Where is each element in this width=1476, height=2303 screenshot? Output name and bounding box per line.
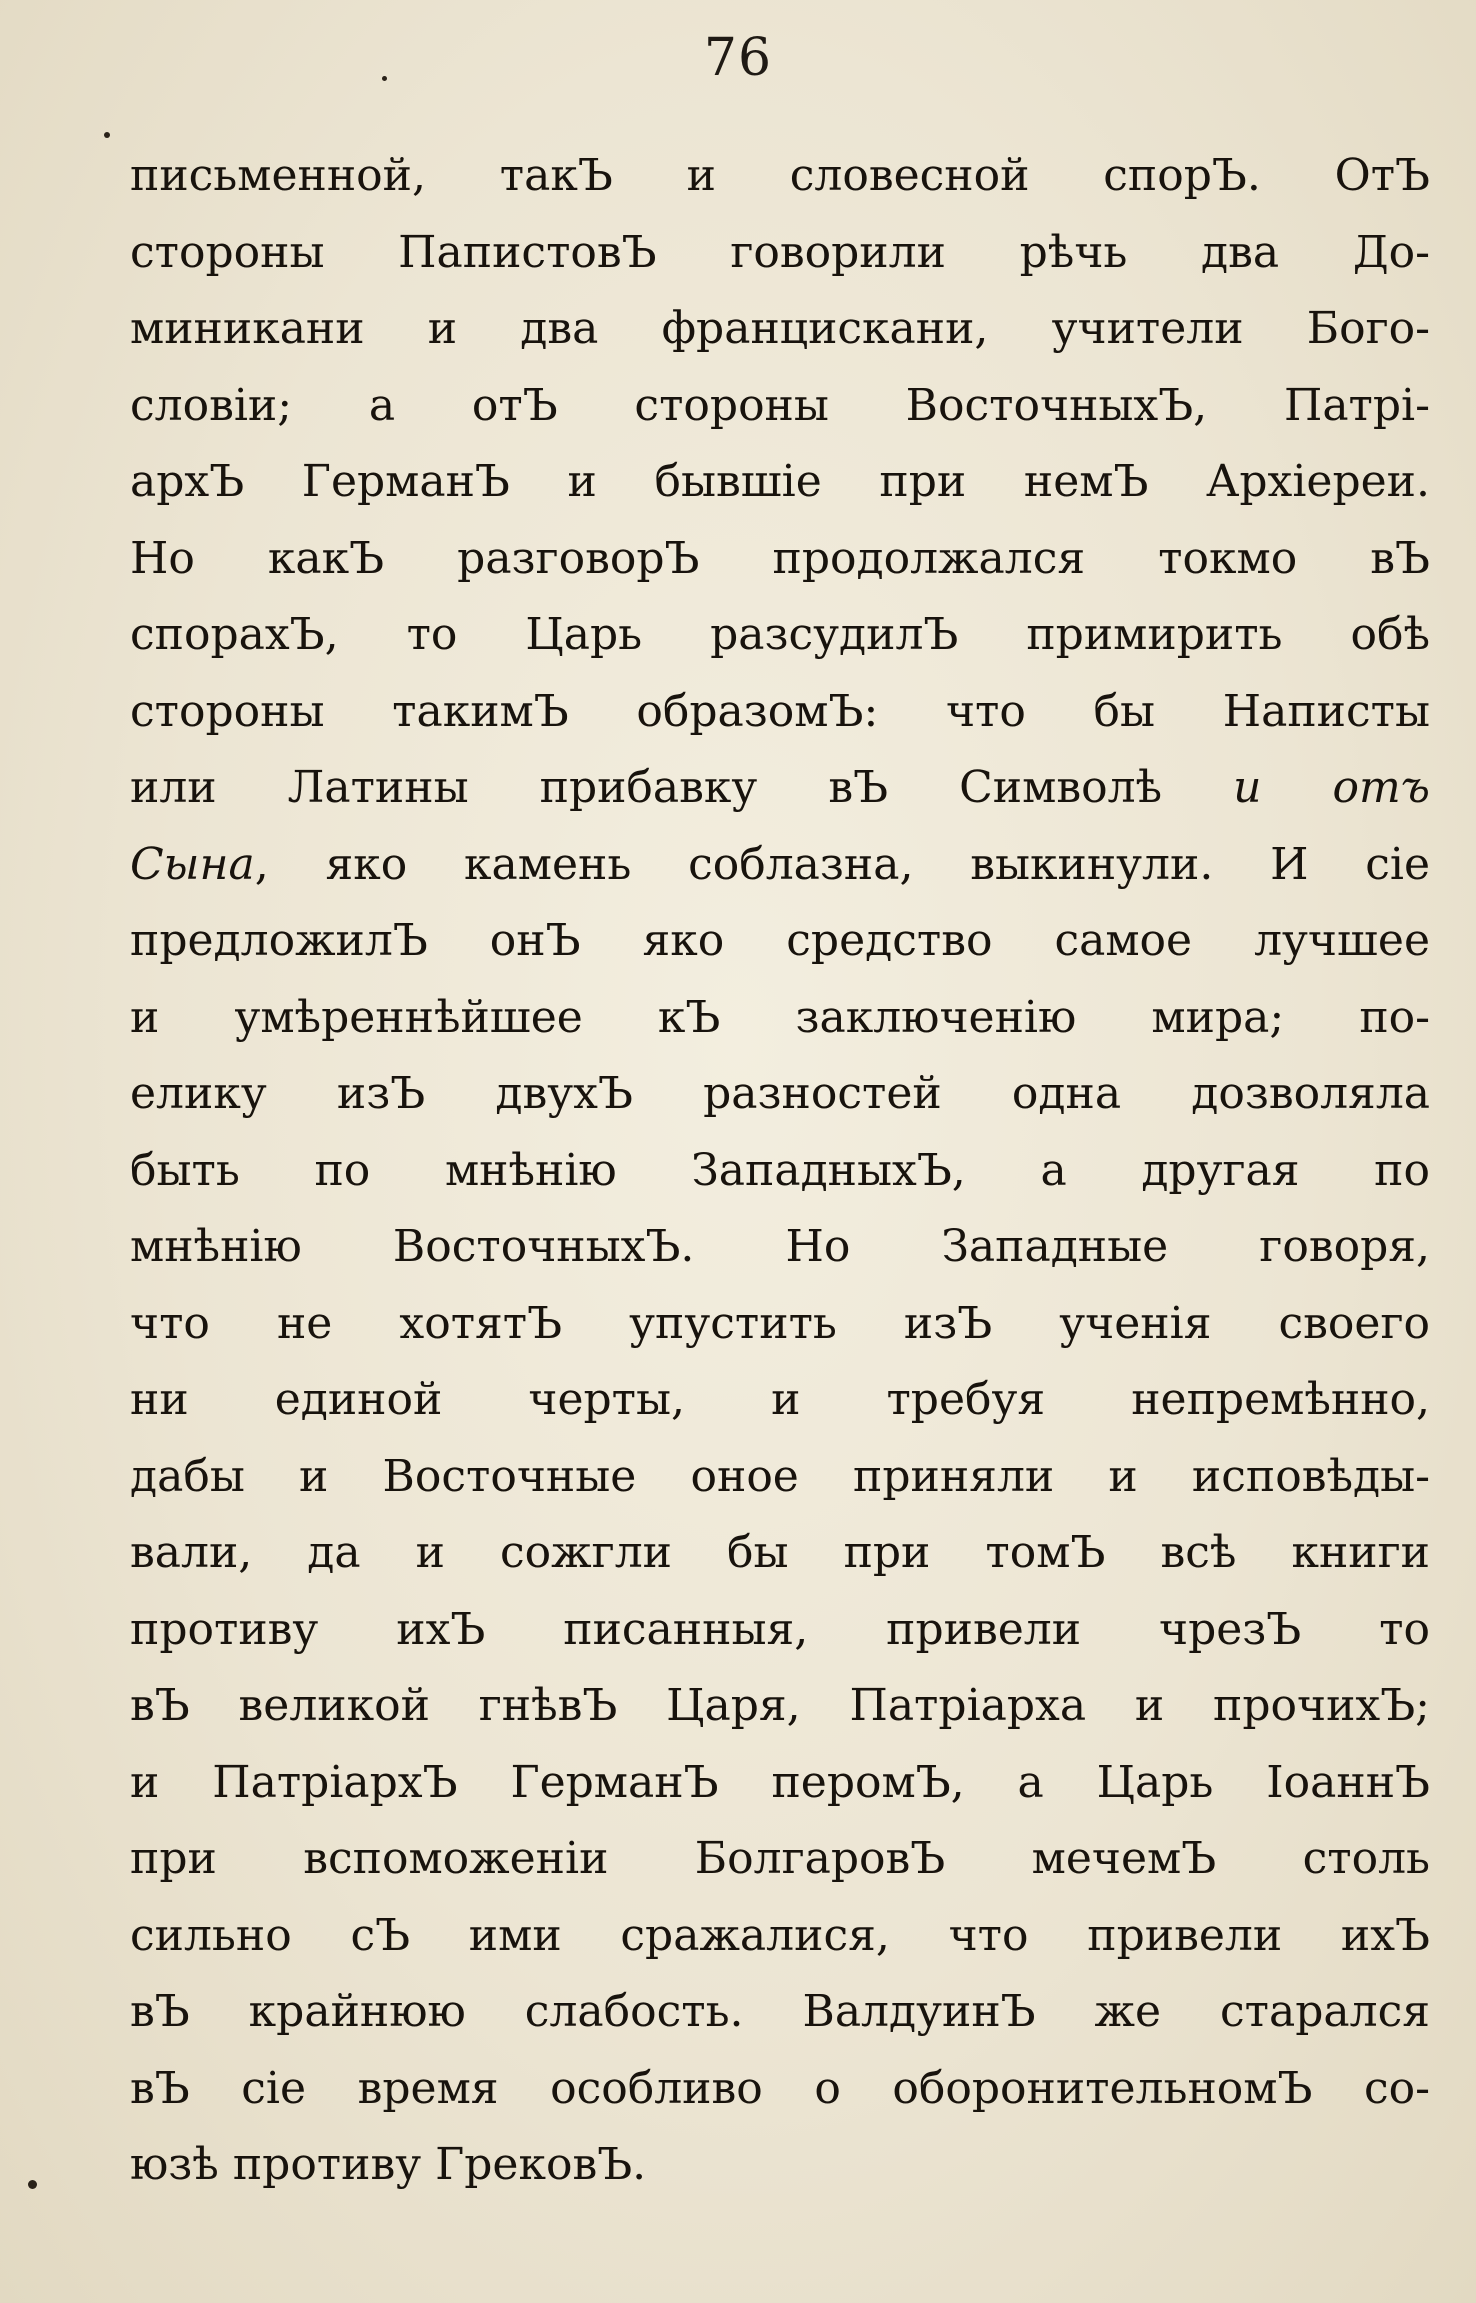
- text-segment: стороны ПапистовЪ говорили рѣчь два До-: [130, 226, 1430, 278]
- text-line: [130, 597, 1430, 674]
- text-segment: письменной, такЪ и словесной спорЪ. ОтЪ: [130, 150, 1430, 201]
- text-segment: дабы и Восточные оное приняли и исповѣды-: [130, 1450, 1430, 1502]
- text-segment: противу ихЪ писанныя, привели чрезЪ то: [130, 1603, 1430, 1655]
- text-line: [130, 1362, 1430, 1439]
- text-line: [130, 1133, 1430, 1210]
- text-segment: елику изЪ двухЪ разностей одна дозволяла: [130, 1068, 1430, 1119]
- text-line: [130, 215, 1430, 292]
- text-segment: юзѣ противу ГрековЪ.: [130, 2139, 647, 2190]
- text-line: [130, 1515, 1430, 1592]
- text-line: [130, 1974, 1430, 2051]
- text-line: [130, 980, 1430, 1057]
- text-line: [130, 674, 1430, 751]
- text-line: [130, 1439, 1430, 1516]
- text-line: [130, 1592, 1430, 1669]
- text-segment: сильно сЪ ими сражалися, что привели ихЪ: [130, 1909, 1430, 1961]
- text-line: [130, 2051, 1430, 2128]
- text-segment: вЪ крайнюю слабость. ВалдуинЪ же старался: [130, 1986, 1430, 2037]
- page-number: 76: [703, 28, 773, 88]
- text-segment: быть по мнѣнію ЗападныхЪ, а другая по: [130, 1144, 1430, 1196]
- text-line: [130, 1209, 1430, 1286]
- text-line: [130, 1056, 1430, 1133]
- text-segment: спорахЪ, то Царь разсудилЪ примирить обѣ: [130, 609, 1430, 660]
- text-line: [130, 1668, 1430, 1745]
- body-text: [130, 138, 1430, 2204]
- text-segment: словіи; а отЪ стороны ВосточныхЪ, Патрі-: [130, 379, 1430, 431]
- text-line: [130, 368, 1430, 445]
- text-segment: и умѣреннѣйшее кЪ заключенію мира; по-: [130, 991, 1430, 1043]
- text-line: [130, 1745, 1430, 1822]
- text-line: [130, 2127, 1430, 2204]
- italic-text-segment: и отъ: [1233, 762, 1430, 813]
- italic-text-segment: Сына: [130, 838, 255, 890]
- text-segment: миникани и два францискани, учители Бого-: [130, 303, 1430, 354]
- text-segment: или Латины прибавку вЪ Символѣ: [130, 762, 1234, 813]
- text-segment: ни единой черты, и требуя непремѣнно,: [130, 1374, 1430, 1425]
- text-line: [130, 1898, 1430, 1975]
- ink-speck: [28, 2180, 37, 2189]
- text-line: [130, 827, 1430, 904]
- text-segment: , яко камень соблазна, выкинули. И сіе: [254, 838, 1430, 890]
- text-line: [130, 750, 1430, 827]
- text-segment: предложилЪ онЪ яко средство самое лучшее: [130, 915, 1430, 966]
- text-segment: архЪ ГерманЪ и бывшіе при немЪ Архіереи.: [130, 456, 1430, 507]
- ink-speck: [382, 76, 387, 81]
- text-line: [130, 444, 1430, 521]
- text-segment: вЪ великой гнѣвЪ Царя, Патріарха и прочихЪ;: [130, 1680, 1430, 1731]
- ink-speck: [104, 132, 110, 138]
- text-line: [130, 291, 1430, 368]
- text-segment: что не хотятЪ упустить изЪ ученія своего: [130, 1297, 1430, 1349]
- text-segment: вЪ сіе время особливо о оборонительномЪ со-: [130, 2062, 1430, 2114]
- text-line: [130, 1286, 1430, 1363]
- text-segment: стороны такимЪ образомЪ: что бы Написты: [130, 685, 1430, 737]
- text-segment: вали, да и сожгли бы при томЪ всѣ книги: [130, 1527, 1430, 1578]
- text-line: [130, 138, 1430, 215]
- text-segment: Но какЪ разговорЪ продолжался токмо вЪ: [130, 532, 1430, 584]
- text-line: [130, 903, 1430, 980]
- text-segment: и ПатріархЪ ГерманЪ перомЪ, а Царь ІоаннЪ: [130, 1756, 1430, 1808]
- text-segment: при вспоможеніи БолгаровЪ мечемЪ столь: [130, 1833, 1430, 1884]
- text-segment: мнѣнію ВосточныхЪ. Но Западные говоря,: [130, 1221, 1430, 1272]
- text-line: [130, 1821, 1430, 1898]
- text-line: [130, 521, 1430, 598]
